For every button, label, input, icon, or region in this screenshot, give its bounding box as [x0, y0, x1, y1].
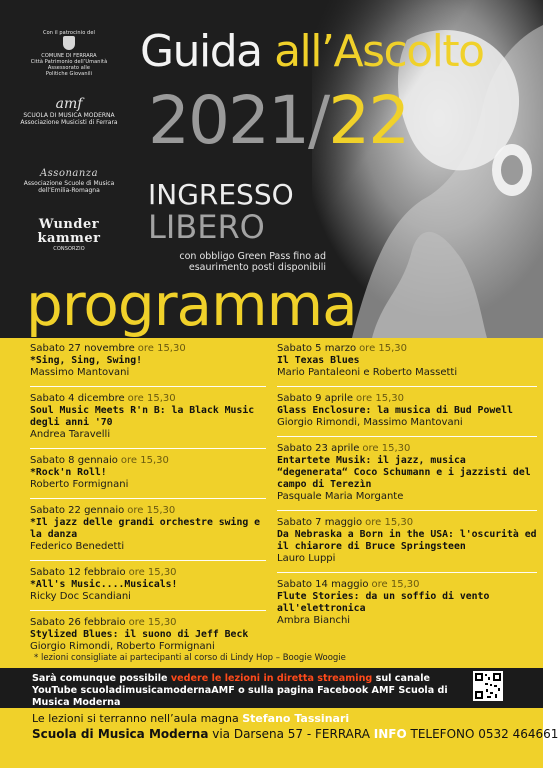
header-panel: [0, 0, 543, 338]
event-title: *All's Music....Musicals!: [30, 579, 178, 590]
event-title: Glass Enclosure: la musica di Bud Powell: [277, 405, 513, 416]
info-label: INFO: [373, 727, 407, 741]
event-performer: Roberto Formignani: [30, 479, 129, 490]
event-performer: Lauro Luppi: [277, 553, 336, 564]
event-time: ore 15,30: [128, 567, 177, 578]
event-time: ore 15,30: [365, 517, 414, 528]
event-date: Sabato 7 maggio: [277, 517, 363, 528]
event-divider: [30, 610, 266, 611]
assonanza-mark: Assonanza: [39, 168, 99, 179]
event-time: ore 15,30: [356, 393, 404, 404]
event-item: [277, 579, 537, 634]
event-time: ore 15,30: [127, 393, 176, 404]
event-date-line: [277, 393, 537, 405]
logo-text: Wunder: [38, 217, 100, 232]
event-performer: Pasquale Maria Morgante: [277, 491, 404, 502]
event-date-line: [30, 617, 266, 629]
address-text: via Darsena 57 - FERRARA: [208, 727, 374, 741]
venue-text: Le lezioni si terranno nell’aula magna: [32, 712, 243, 725]
event-time: ore 15,30: [359, 343, 408, 354]
event-date-line: [277, 579, 537, 591]
event-time: ore 15,30: [128, 617, 177, 628]
event-date-line: [277, 343, 537, 355]
logo-text: SCUOLA DI MUSICA MODERNA: [23, 112, 115, 119]
logo-text: COMUNE DI FERRARA: [41, 53, 97, 59]
event-performer: Massimo Mantovani: [30, 367, 130, 378]
event-item: [30, 455, 266, 498]
libero-label: LIBERO: [148, 208, 265, 246]
event-item: [277, 393, 537, 436]
logo-text: kammer: [37, 231, 101, 246]
event-performer: Andrea Taravelli: [30, 429, 111, 440]
contact-line: [32, 726, 558, 742]
program-column-left: [30, 343, 266, 660]
event-item: [277, 343, 537, 386]
event-item: [277, 517, 537, 572]
event-title: Soul Music Meets R'n B: la Black Music degli anni '70: [30, 405, 255, 428]
event-title: Flute Stories: da un soffio di vento all'elettronica: [277, 591, 490, 614]
event-performer: Mario Pantaleoni e Roberto Massetti: [277, 367, 458, 378]
programma-heading: programma: [26, 271, 357, 339]
logo-text: dell’Emilia-Romagna: [38, 187, 100, 194]
school-name: Scuola di Musica Moderna: [32, 727, 209, 741]
logo-text: Associazione Musicisti di Ferrara: [20, 119, 118, 126]
streaming-text: Sarà comunque possibile: [32, 673, 171, 684]
event-date: Sabato 14 maggio: [277, 579, 369, 590]
green-pass-note: con obbligo Green Pass fino ad esaurimento posti disponibili: [179, 251, 326, 273]
event-title: *Sing, Sing, Swing!: [30, 355, 143, 366]
event-title: *Il jazz delle grandi orchestre swing e la danza: [30, 517, 261, 540]
event-item: [30, 393, 266, 448]
program-column-right: [277, 343, 537, 634]
event-date-line: [30, 455, 266, 467]
logo-caption: Con il patrocinio del: [43, 30, 95, 36]
event-item: [277, 443, 537, 510]
qr-code-icon[interactable]: [473, 671, 503, 701]
event-date-line: [277, 443, 537, 455]
streaming-highlight: vedere le lezioni in diretta streaming: [170, 673, 373, 684]
event-divider: [30, 448, 266, 449]
streaming-note: [32, 673, 472, 709]
event-divider: [30, 560, 266, 561]
event-date-line: [30, 343, 266, 355]
event-date-line: [30, 567, 266, 579]
year-accent: 22: [328, 82, 409, 159]
logo-text: CONSORZIO: [53, 246, 85, 252]
comune-ferrara-logo: [14, 30, 124, 77]
event-performer: Federico Benedetti: [30, 541, 125, 552]
event-date: Sabato 5 marzo: [277, 343, 357, 354]
event-date: Sabato 22 gennaio: [30, 505, 125, 516]
event-divider: [30, 386, 266, 387]
season-year: [148, 84, 408, 158]
event-date: Sabato 27 novembre: [30, 343, 135, 354]
title-accent: all’Ascolto: [274, 26, 484, 77]
wunderkammer-mark: [14, 218, 124, 246]
event-title: Da Nebraska a Born in the USA: l'oscurità ed il chiarore di Bruce Springsteen: [277, 529, 537, 552]
event-date-line: [277, 517, 537, 529]
event-item: [30, 343, 266, 386]
event-date: Sabato 23 aprile: [277, 443, 360, 454]
logo-text: Politiche Giovanili: [45, 71, 93, 77]
event-date: Sabato 4 dicembre: [30, 393, 125, 404]
event-date-line: [30, 505, 266, 517]
year-part: 2021/: [148, 82, 329, 159]
event-item: [30, 567, 266, 610]
logo-text: Città Patrimonio dell’Umanità: [30, 59, 108, 65]
streaming-text: sul canale YouTube scuoladimusicamodernaAMF o sulla pagina Facebook AMF Scuola di Musica Moderna: [32, 673, 448, 708]
assonanza-logo: [14, 168, 124, 194]
event-time: ore 15,30: [120, 455, 169, 466]
event-date: Sabato 26 febbraio: [30, 617, 126, 628]
logo-text: Assessorato alle: [47, 65, 91, 71]
event-title: Entartete Musik: il jazz, musica “degenerata“ Coco Schumann e i jazzisti del campo di Terezìn: [277, 455, 531, 490]
event-divider: [277, 572, 537, 573]
amf-logo: [14, 96, 124, 126]
event-divider: [277, 510, 537, 511]
event-item: [30, 505, 266, 560]
event-title: *Rock'n Roll!: [30, 467, 107, 478]
event-time: ore 15,30: [137, 343, 186, 354]
event-time: ore 15,30: [362, 443, 411, 454]
event-title: Stylized Blues: il suono di Jeff Beck: [30, 629, 249, 640]
page-title: [140, 28, 484, 76]
event-title: Il Texas Blues: [277, 355, 360, 366]
ingresso-label: INGRESSO: [148, 178, 294, 211]
event-performer: Giorgio Rimondi, Massimo Mantovani: [277, 417, 463, 428]
event-date: Sabato 9 aprile: [277, 393, 354, 404]
logo-text: Associazione Scuole di Musica: [23, 180, 115, 187]
amf-mark: amf: [55, 96, 83, 112]
event-performer: Giorgio Rimondi, Roberto Formignani: [30, 641, 215, 652]
footnote: * lezioni consigliate ai partecipanti al corso di Lindy Hop – Boogie Woogie: [34, 653, 346, 663]
event-time: ore 15,30: [127, 505, 176, 516]
venue-line: [32, 712, 349, 726]
venue-name: Stefano Tassinari: [242, 712, 350, 725]
crest-icon: [63, 36, 75, 50]
event-date: Sabato 8 gennaio: [30, 455, 118, 466]
event-performer: Ricky Doc Scandiani: [30, 591, 131, 602]
event-date-line: [30, 393, 266, 405]
event-divider: [277, 386, 537, 387]
phone-text: TELEFONO 0532 464661: [406, 727, 558, 741]
title-part: Guida: [140, 26, 275, 77]
event-performer: Ambra Bianchi: [277, 615, 351, 626]
event-time: ore 15,30: [371, 579, 420, 590]
event-date: Sabato 12 febbraio: [30, 567, 126, 578]
wunderkammer-logo: [14, 218, 124, 252]
event-divider: [30, 498, 266, 499]
event-divider: [277, 436, 537, 437]
